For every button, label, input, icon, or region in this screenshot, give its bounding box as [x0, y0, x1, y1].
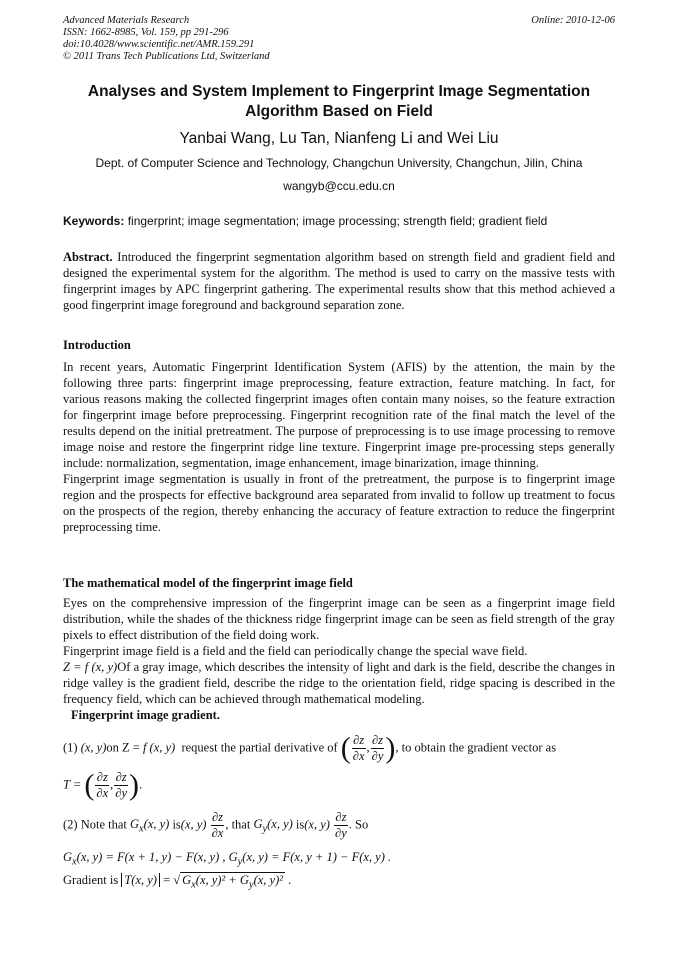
dz-dx-fraction: $\frac{\partial z}{\partial x}$	[352, 733, 365, 763]
abstract	[63, 249, 615, 313]
online-date: Online: 2010-12-06	[531, 15, 615, 26]
doi-line: doi:10.4028/www.scientific.net/AMR.159.291	[63, 39, 255, 50]
copyright-line: © 2011 Trans Tech Publications Ltd, Switzerland	[63, 51, 270, 62]
introduction-section	[63, 337, 615, 535]
keywords	[63, 214, 615, 228]
model-section	[63, 575, 615, 723]
keywords-text: fingerprint; image segmentation; image processing; strength field; gradient field	[127, 214, 548, 228]
keywords-label: Keywords:	[63, 214, 125, 228]
item-1: (1) (x, y)on Z = f (x, y) request the partial derivative of ( $\frac{\partial z}{\partial x}$ , $\frac{\partial z}{\partial y}$ ), to obtain the gradient vector as	[63, 731, 557, 765]
model-paragraph-1: Eyes on the comprehensive impression of the fingerprint image can be seen as a fingerprint image field distribution, while the shades of the thickness ridge fingerprint image can be seen as field strength of the gray pixels to effect distribution of the field doing work.	[63, 596, 615, 642]
journal-name: Advanced Materials Research	[63, 15, 190, 26]
model-paragraph-3: Z = f (x, y)Of a gray image, which describes the intensity of light and dark is the field, describe the changes in ridge valley is the gradient field, describe the ridge to the orientation field, ridge spacing is described in the frequency field, which can be achieved through mathematical modeling.	[63, 660, 615, 706]
gradient-vector-equation: T = ( $\frac{\partial z}{\partial x}$ , $\frac{\partial z}{\partial y}$ ).	[63, 768, 143, 802]
paper-title	[63, 82, 615, 122]
z-equation: Z = f (x, y)	[63, 660, 118, 674]
journal-header	[63, 15, 270, 63]
gradient-magnitude: Gradient is T(x, y) = √ $G_x(x$, $y)^2 + G_y(x$, y)² .	[63, 873, 292, 891]
title-line-2: Algorithm Based on Field	[245, 103, 433, 120]
gradient-subheading: Fingerprint image gradient.	[71, 708, 220, 722]
model-heading: The mathematical model of the fingerprint image field	[63, 576, 353, 590]
dz-dy-fraction: $\frac{\partial z}{\partial y}$	[371, 733, 384, 763]
title-line-1: Analyses and System Implement to Fingerprint Image Segmentation	[87, 83, 591, 100]
email: wangyb@ccu.edu.cn	[283, 179, 395, 193]
introduction-paragraph-2: Fingerprint image segmentation is usually in front of the pretreatment, the purpose is to fingerprint image region and the prospects for effective background area separated from invalid to follow up treatment to focus on the prospects of the region, thereby enhancing the accuracy of feature extraction to reduce the fingerprint preprocessing time.	[63, 472, 615, 534]
abstract-text: Introduced the fingerprint segmentation algorithm based on strength field and gradient field and designed the experimental system for the algorithm. The method is used to carry on the massive tests with fingerprint images by APC fingerprint gathering. The experimental results show that this method achieved a good fingerprint image foreground and background separation zone.	[63, 250, 616, 312]
authors: Yanbai Wang, Lu Tan, Nianfeng Li and Wei Liu	[179, 130, 499, 147]
issn-line: ISSN: 1662-8985, Vol. 159, pp 291-296	[63, 27, 229, 38]
abstract-label: Abstract.	[63, 250, 113, 264]
affiliation: Dept. of Computer Science and Technology, Changchun University, Changchun, Jilin, China	[95, 156, 583, 170]
introduction-paragraph-1: In recent years, Automatic Fingerprint Identification System (AFIS) by the attention, the main by the following three parts: fingerprint image preprocessing, feature extraction, feature matching. In fact, for various reasons making the collected fingerprint images often contain many noises, so the feature extraction for fingerprint image before preprocessing. Fingerprint recognition rate of the final match the level of the results depend on the initial pretreatment. The purpose of preprocessing is to use image processing to remove image noise and restore the fingerprint ridge line texture. Fingerprint image pre-processing steps generally include: normalization, segmentation, image enhancement, image binarization, image thinning.	[63, 360, 615, 470]
introduction-heading: Introduction	[63, 338, 131, 352]
model-paragraph-2: Fingerprint image field is a field and the field can periodically change the special wave field.	[63, 644, 528, 658]
item-2: (2) Note that $G_x(x$, y) is(x, y) $\frac{\partial z}{\partial x}$ , that $G_y(x$, y) is(x, y) $\frac{\partial z}{\partial y}$ . So	[63, 810, 369, 840]
difference-equations: $G_x(x$, y) = F(x + 1, y) − F(x, y) , $G_y(x$, y) = F(x, y + 1) − F(x, y) .	[63, 850, 392, 868]
